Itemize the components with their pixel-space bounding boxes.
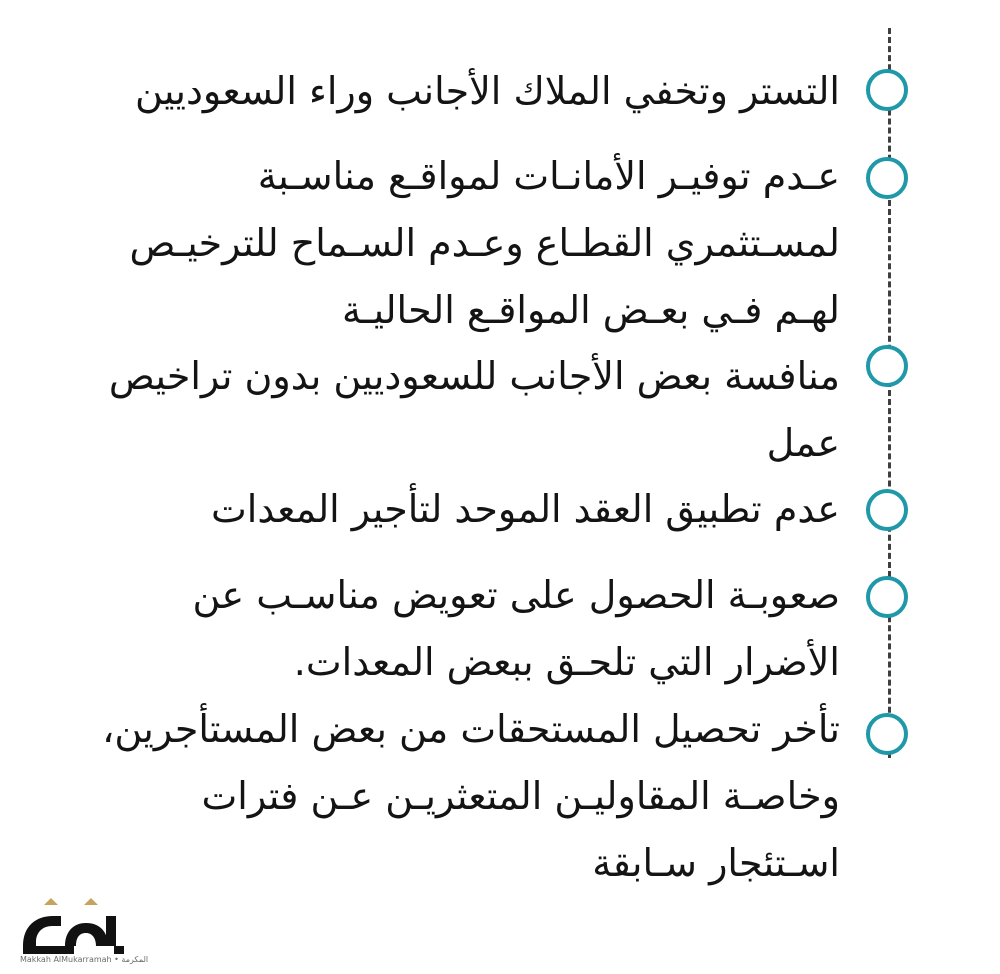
timeline-marker-1 [866,69,908,111]
timeline-marker-4 [866,489,908,531]
timeline-marker-3 [866,345,908,387]
timeline-item-text: التستر وتخفي الملاك الأجانب وراء السعوديين [135,69,840,113]
timeline-marker-5 [866,576,908,618]
timeline-marker-2 [866,157,908,199]
timeline-item-3 [80,343,840,477]
timeline-item-text: منافسة بعض الأجانب للسعوديين بدون تراخيص عمل [108,354,840,465]
timeline-item-1 [80,58,840,125]
timeline-item-2 [80,143,840,344]
timeline-marker-6 [866,713,908,755]
logo-caption: Makkah AlMukarramah • المكرمة [20,955,149,964]
makkah-logo-icon [18,898,128,960]
timeline-item-text: عـدم توفيـر الأمانـات لمواقـع مناسـبة لمسـتثمري القطـاع وعـدم السـماح للترخيـص لهـم فـي بعـض المواقـع الحاليـة [129,154,840,332]
timeline-item-5 [80,562,840,696]
timeline-item-6 [80,696,840,897]
timeline-item-text: تأخر تحصيل المستحقات من بعض المستأجرين، وخاصـة المقاوليـن المتعثريـن عـن فترات اسـتئجار سـابقة [102,707,840,885]
timeline-item-text: عدم تطبيق العقد الموحد لتأجير المعدات [211,487,840,531]
timeline-line [888,28,891,758]
timeline-item-text: صعوبـة الحصول على تعويض مناسـب عن الأضرار التي تلحـق ببعض المعدات. [192,573,840,684]
timeline-item-4 [80,476,840,543]
